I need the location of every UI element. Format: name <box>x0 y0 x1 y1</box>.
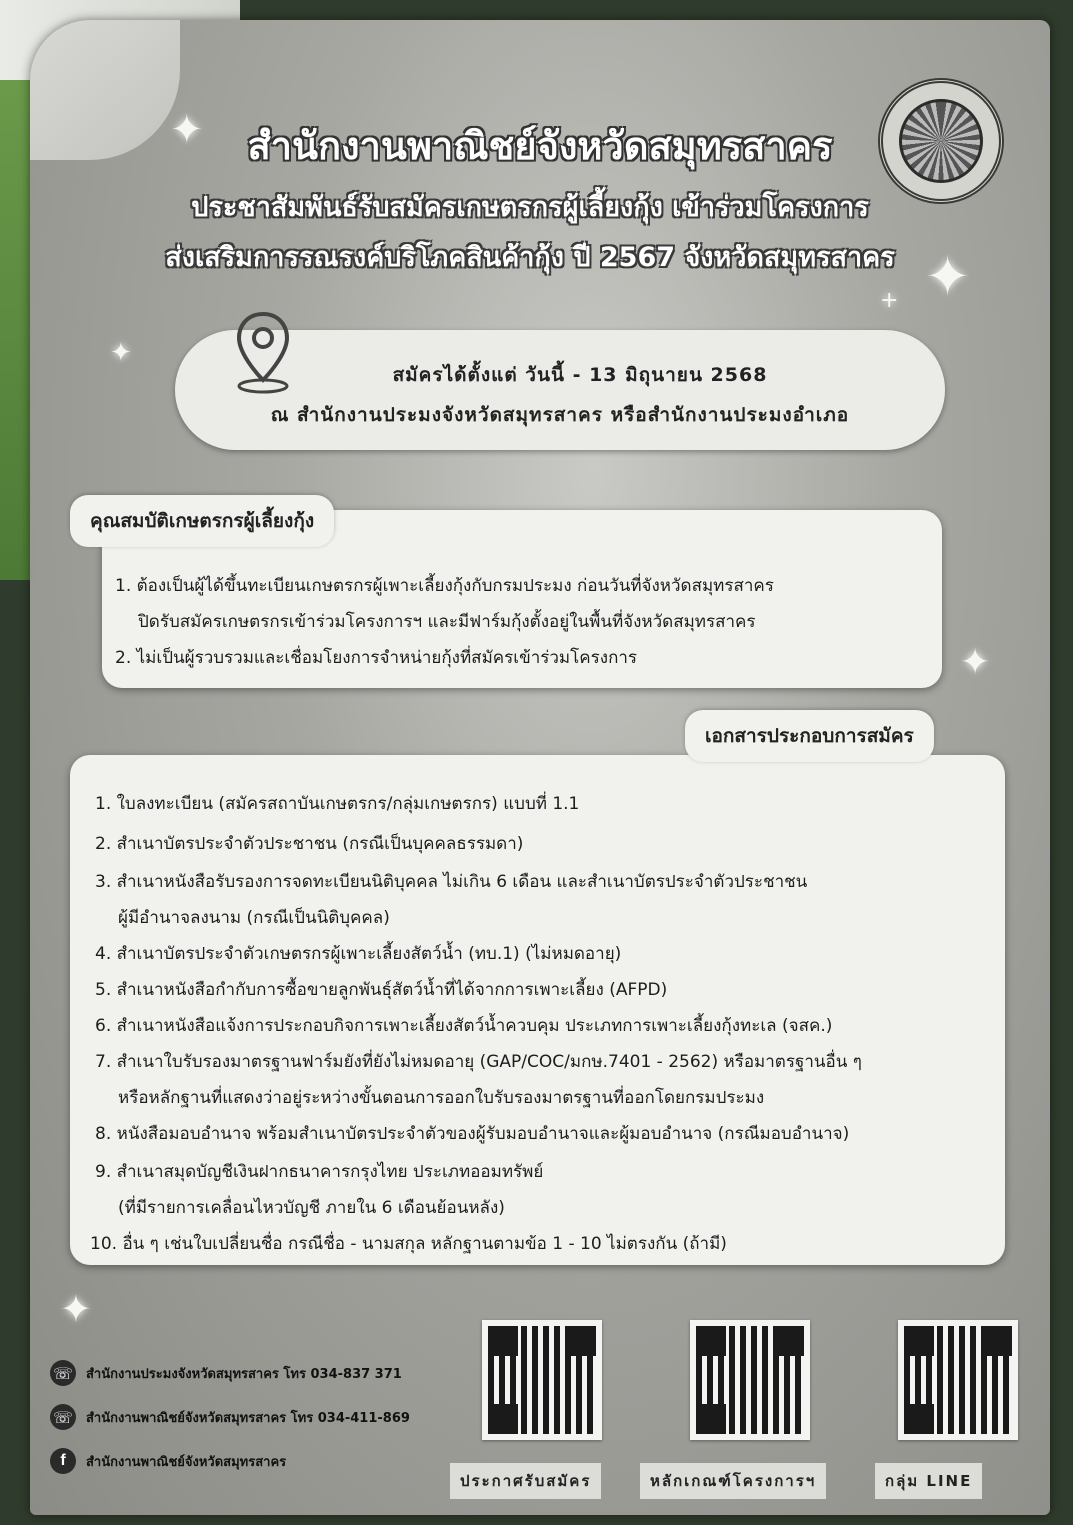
qr-label-criteria: หลักเกณฑ์โครงการฯ <box>640 1463 826 1499</box>
document-item: 7. สำเนาใบรับรองมาตรฐานฟาร์มยังที่ยังไม่หมดอายุ (GAP/COC/มกษ.7401 - 2562) หรือมาตรฐานอื่น ๆ <box>95 1052 862 1072</box>
document-item: หรือหลักฐานที่แสดงว่าอยู่ระหว่างขั้นตอนการออกใบรับรองมาตรฐานที่ออกโดยกรมประมง <box>118 1088 765 1108</box>
document-item: (ที่มีรายการเคลื่อนไหวบัญชี ภายใน 6 เดือนย้อนหลัง) <box>118 1198 505 1218</box>
phone-icon: ☏ <box>50 1360 76 1386</box>
application-location: ณ สำนักงานประมงจังหวัดสมุทรสาคร หรือสำนักงานประมงอำเภอ <box>270 404 850 426</box>
sparkle-icon: + <box>880 288 899 313</box>
headline-line-1: ประชาสัมพันธ์รับสมัครเกษตรกรผู้เลี้ยงกุ้ง เข้าร่วมโครงการ <box>191 192 869 223</box>
poster <box>30 20 1050 1515</box>
sparkle-icon: ✦ <box>110 338 132 368</box>
org-title: สำนักงานพาณิชย์จังหวัดสมุทรสาคร <box>247 124 833 168</box>
sparkle-icon: ✦ <box>960 642 991 683</box>
qr-code-announcement[interactable] <box>482 1320 602 1440</box>
sparkle-icon: ✦ <box>60 1287 92 1331</box>
document-item: ผู้มีอำนาจลงนาม (กรณีเป็นนิติบุคคล) <box>118 908 390 928</box>
document-item: 5. สำเนาหนังสือกำกับการซื้อขายลูกพันธุ์สัตว์น้ำที่ได้จากการเพาะเลี้ยง (AFPD) <box>95 980 668 1000</box>
document-item: 3. สำเนาหนังสือรับรองการจดทะเบียนนิติบุคคล ไม่เกิน 6 เดือน และสำเนาบัตรประจำตัวประชาชน <box>95 872 808 892</box>
contact-text: สำนักงานพาณิชย์จังหวัดสมุทรสาคร <box>86 1454 287 1470</box>
qualification-item: 2. ไม่เป็นผู้รวบรวมและเชื่อมโยงการจำหน่ายกุ้งที่สมัครเข้าร่วมโครงการ <box>115 648 638 668</box>
document-item: 6. สำเนาหนังสือแจ้งการประกอบกิจการเพาะเลี้ยงสัตว์น้ำควบคุม ประเภทการเพาะเลี้ยงกุ้งทะเล (จสค.) <box>95 1016 833 1036</box>
application-info-banner <box>175 330 945 450</box>
document-item: 8. หนังสือมอบอำนาจ พร้อมสำเนาบัตรประจำตัวของผู้รับมอบอำนาจและผู้มอบอำนาจ (กรณีมอบอำนาจ) <box>95 1124 850 1144</box>
document-item: 1. ใบลงทะเบียน (สมัครสถาบันเกษตรกร/กลุ่มเกษตรกร) แบบที่ 1.1 <box>95 794 580 814</box>
application-period: สมัครได้ตั้งแต่ วันนี้ - 13 มิถุนายน 2568 <box>392 364 768 386</box>
document-item: 2. สำเนาบัตรประจำตัวประชาชน (กรณีเป็นบุคคลธรรมดา) <box>95 834 524 854</box>
qr-label-line-group: กลุ่ม LINE <box>875 1463 982 1499</box>
qualification-item: ปิดรับสมัครเกษตรกรเข้าร่วมโครงการฯ และมีฟาร์มกุ้งตั้งอยู่ในพื้นที่จังหวัดสมุทรสาคร <box>138 612 756 632</box>
document-item: 9. สำเนาสมุดบัญชีเงินฝากธนาคารกรุงไทย ประเภทออมทรัพย์ <box>95 1162 544 1182</box>
facebook-icon: f <box>50 1448 76 1474</box>
sparkle-icon: ✦ <box>170 107 204 153</box>
document-item: 10. อื่น ๆ เช่นใบเปลี่ยนชื่อ กรณีชื่อ - นามสกุล หลักฐานตามข้อ 1 - 10 ไม่ตรงกัน (ถ้ามี) <box>90 1234 727 1254</box>
headline-line-2: ส่งเสริมการรณรงค์บริโภคสินค้ากุ้ง ปี 2567 จังหวัดสมุทรสาคร <box>165 242 895 273</box>
contact-fisheries <box>50 1360 402 1386</box>
qr-label-announcement: ประกาศรับสมัคร <box>450 1463 601 1499</box>
qualification-item: 1. ต้องเป็นผู้ได้ขึ้นทะเบียนเกษตรกรผู้เพาะเลี้ยงกุ้งกับกรมประมง ก่อนวันที่จังหวัดสมุทรสาคร <box>115 576 774 596</box>
sparkle-icon: ✦ <box>925 245 971 308</box>
contact-text: สำนักงานพาณิชย์จังหวัดสมุทรสาคร โทร 034-411-869 <box>86 1410 410 1426</box>
contact-text: สำนักงานประมงจังหวัดสมุทรสาคร โทร 034-837 371 <box>86 1366 402 1382</box>
qr-code-criteria[interactable] <box>690 1320 810 1440</box>
documents-heading: เอกสารประกอบการสมัคร <box>685 710 934 762</box>
qualifications-heading: คุณสมบัติเกษตรกรผู้เลี้ยงกุ้ง <box>70 495 334 547</box>
qr-code-line-group[interactable] <box>898 1320 1018 1440</box>
document-item: 4. สำเนาบัตรประจำตัวเกษตรกรผู้เพาะเลี้ยงสัตว์น้ำ (ทบ.1) (ไม่หมดอายุ) <box>95 944 622 964</box>
contact-commerce <box>50 1404 410 1430</box>
paper-fold <box>30 20 180 160</box>
contact-facebook[interactable] <box>50 1448 286 1474</box>
phone-icon: ☏ <box>50 1404 76 1430</box>
